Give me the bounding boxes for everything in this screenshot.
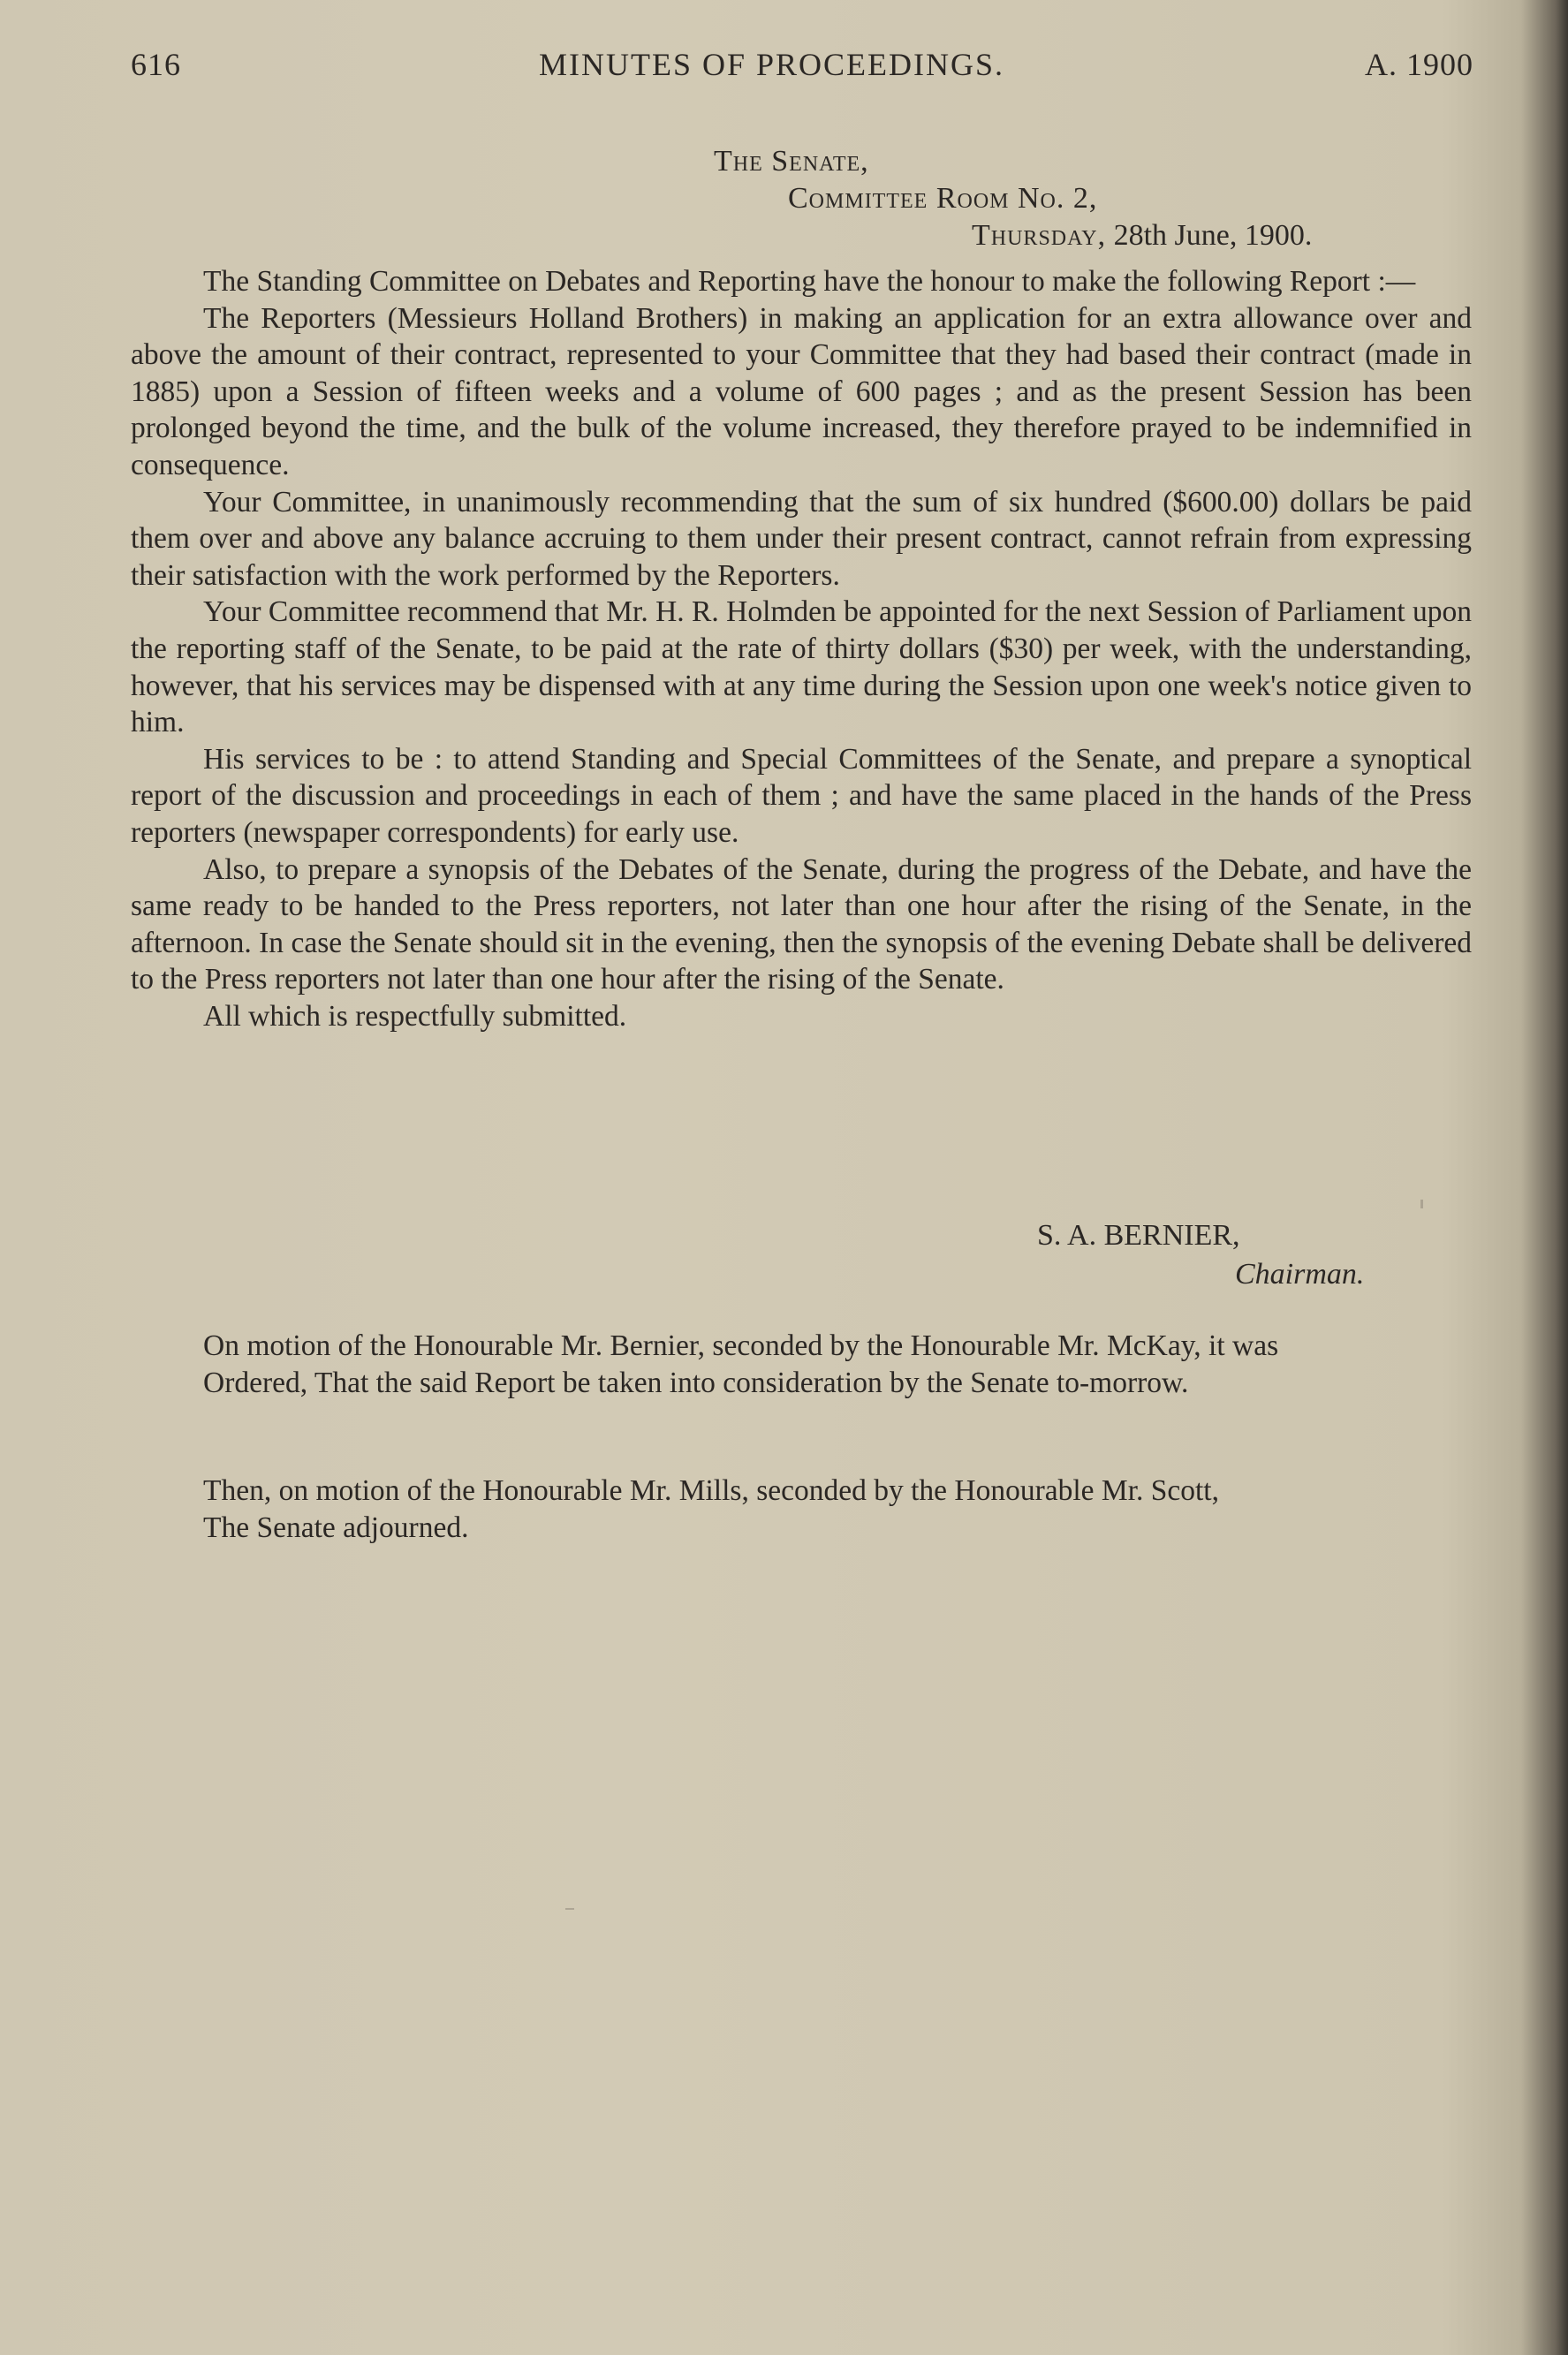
motion-text: On motion of the Honourable Mr. Bernier, seconded by the Honourable Mr. McKay, it was [203,1329,1279,1362]
report-paragraph: Your Committee recommend that Mr. H. R. Holmden be appointed for the next Session of Parliament upon the reporting staff of the Senate, to be paid at the rate of thirty dollars ($30) per week, with the understanding, however, that his services may be dispensed with at any time during the Session upon one week's notice given to him. [131,595,1472,739]
report-paragraph: The Standing Committee on Debates and Reporting have the honour to make the following Report :— [203,265,1416,298]
report-paragraph: Your Committee, in unanimously recommending that the sum of six hundred ($600.00) dollars be paid them over and above any balance accruing to them under their present contract, cannot refrain from expressing their satisfaction with the work performed by the Reporters. [131,485,1472,592]
signature-role: Chairman. [1235,1258,1365,1291]
motion-report [131,1328,1472,1401]
report-paragraph: Also, to prepare a synopsis of the Debates of the Senate, during the progress of the Debate, and have the same ready to be handed to the Press reporters, not later than one hour after the rising of the Senate, in the afternoon. In case the Senate should sit in the evening, then the synopsis of the evening Debate shall be delivered to the Press reporters not later than one hour after the rising of the Senate. [131,852,1472,996]
report-paragraph: His services to be : to attend Standing and Special Committees of the Senate, and prepare a synoptical report of the discussion and proceedings in each of them ; and have the same placed in the hands of the Press reporters (newspaper correspondents) for early use. [131,742,1472,849]
address-line-date [972,219,1312,253]
signature-name: S. A. BERNIER, [1037,1219,1240,1252]
report-paragraph: All which is respectfully submitted. [203,999,627,1033]
paper-blemish [1420,1200,1423,1208]
order-text: Ordered, That the said Report be taken into consideration by the Senate to-morrow. [203,1366,1189,1399]
report-paragraph: The Reporters (Messieurs Holland Brothers) in making an application for an extra allowance over and above the amount of their contract, represented to your Committee that they had based their contract (made in 1885) upon a Session of fifteen weeks and a volume of 600 pages ; and as the present Session has been prolonged beyond the time, and the bulk of the volume increased, they therefore prayed to be indemnified in consequence. [131,301,1472,481]
motion-text: Then, on motion of the Honourable Mr. Mills, seconded by the Honourable Mr. Scott, [203,1474,1219,1507]
committee-report [131,263,1472,1034]
motion-adjourn [131,1473,1472,1546]
address-line-senate: The Senate, [714,145,869,178]
address-day: Thursday, [972,219,1107,252]
address-date: 28th June, 1900. [1113,219,1313,252]
paper-blemish [565,1908,574,1910]
page-number: 616 [131,47,181,82]
sessional-year: A. 1900 [1365,47,1473,82]
address-line-room: Committee Room No. 2, [788,182,1098,215]
running-header [131,46,1473,88]
running-title: MINUTES OF PROCEEDINGS. [539,47,1005,82]
adjourn-text: The Senate adjourned. [203,1511,469,1544]
